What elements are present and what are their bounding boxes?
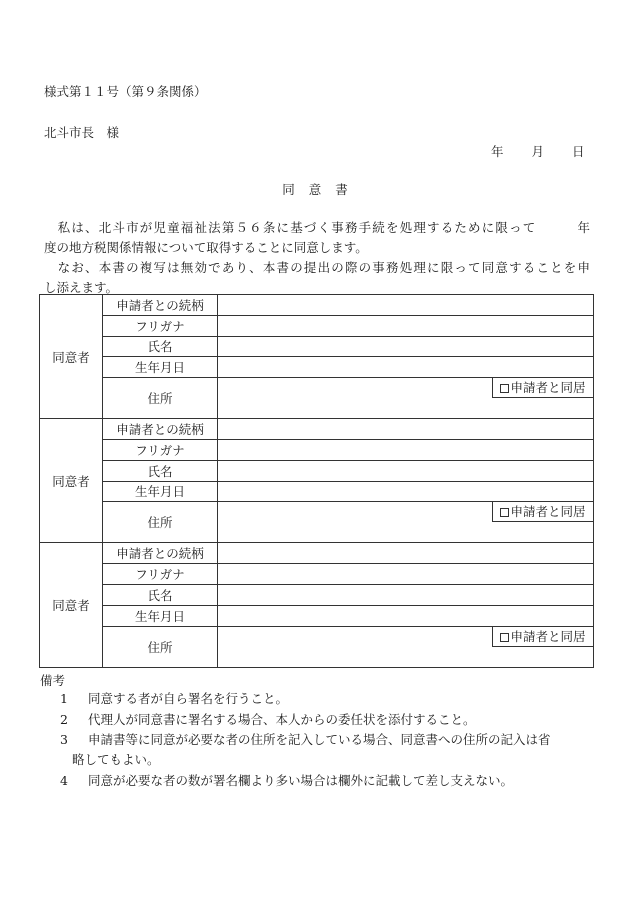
address-label: 住所 (103, 626, 218, 667)
kana-field[interactable] (218, 564, 594, 585)
relation-field[interactable] (218, 543, 594, 564)
table-row (40, 626, 594, 667)
table-row (40, 336, 594, 357)
consent-table (39, 294, 594, 668)
date-line (491, 142, 585, 160)
note-item (60, 730, 551, 750)
table-row (40, 564, 594, 585)
date-year-label: 年 (491, 144, 504, 159)
note-text: 申請書等に同意が必要な者の住所を記入している場合、同意書への住所の記入は省 (88, 732, 551, 747)
kana-field[interactable] (218, 439, 594, 460)
address-label: 住所 (103, 502, 218, 543)
checkbox-icon[interactable] (500, 508, 509, 517)
name-field[interactable] (218, 584, 594, 605)
cohabit-label: 申請者と同居 (510, 380, 586, 396)
date-month-label: 月 (531, 144, 545, 159)
checkbox-icon[interactable] (500, 633, 509, 642)
dob-label: 生年月日 (103, 605, 218, 626)
relation-field[interactable] (218, 419, 594, 440)
note-text: 代理人が同意書に署名する場合、本人からの委任状を添付すること。 (88, 712, 476, 727)
relation-label: 申請者との続柄 (103, 295, 218, 316)
table-row (40, 439, 594, 460)
dob-label: 生年月日 (103, 357, 218, 378)
note-number: 2 (60, 712, 68, 727)
address-field[interactable] (218, 378, 594, 419)
copy-notice-paragraph (44, 258, 590, 298)
cohabit-checkbox-option[interactable] (492, 627, 593, 647)
document-title: 同意書 (282, 182, 362, 197)
name-field[interactable] (218, 336, 594, 357)
dob-label: 生年月日 (103, 481, 218, 502)
name-label: 氏名 (103, 584, 218, 605)
relation-label: 申請者との続柄 (103, 419, 218, 440)
cohabit-label: 申請者と同居 (510, 628, 586, 644)
table-row (40, 502, 594, 543)
kana-label: フリガナ (103, 439, 218, 460)
addressee: 北斗市長 様 (44, 125, 120, 140)
dob-field[interactable] (218, 481, 594, 502)
name-label: 氏名 (103, 460, 218, 481)
note-number: 4 (60, 773, 68, 788)
copy-notice-line-1: なお、本書の複写は無効であり、本書の提出の際の事務処理に限って同意することを申 (44, 260, 590, 275)
table-row (40, 295, 594, 316)
consenter-group-label: 同意者 (40, 543, 103, 667)
consent-paragraph-line-1: 私は、北斗市が児童福祉法第５６条に基づく事務手続を処理するために限って 年 (44, 220, 590, 235)
table-row (40, 543, 594, 564)
consent-paragraph-line-2: 度の地方税関係情報について取得することに同意します。 (44, 240, 368, 255)
address-field[interactable] (218, 502, 594, 543)
kana-label: フリガナ (103, 315, 218, 336)
kana-field[interactable] (218, 315, 594, 336)
cohabit-checkbox-option[interactable] (492, 378, 593, 398)
table-row (40, 481, 594, 502)
checkbox-icon[interactable] (500, 384, 509, 393)
name-label: 氏名 (103, 336, 218, 357)
note-number: 1 (60, 691, 68, 706)
dob-field[interactable] (218, 357, 594, 378)
table-row (40, 419, 594, 440)
form-number: 様式第１１号（第９条関係） (44, 84, 207, 99)
name-field[interactable] (218, 460, 594, 481)
cohabit-label: 申請者と同居 (510, 504, 586, 520)
note-item (60, 771, 513, 791)
relation-field[interactable] (218, 295, 594, 316)
notes-heading: 備考 (40, 673, 66, 688)
table-row (40, 584, 594, 605)
note-item (60, 710, 476, 730)
cohabit-checkbox-option[interactable] (492, 502, 593, 522)
kana-label: フリガナ (103, 564, 218, 585)
note-number: 3 (60, 732, 68, 747)
consent-paragraph (44, 218, 590, 258)
note-item (60, 689, 288, 709)
table-row (40, 378, 594, 419)
date-day-label: 日 (572, 144, 585, 159)
table-row (40, 460, 594, 481)
copy-notice-line-2: し添えます。 (44, 280, 119, 295)
table-row (40, 357, 594, 378)
note-text: 同意が必要な者の数が署名欄より多い場合は欄外に記載して差し支えない。 (88, 773, 514, 788)
table-row (40, 315, 594, 336)
consenter-group-label: 同意者 (40, 419, 103, 543)
address-label: 住所 (103, 378, 218, 419)
address-field[interactable] (218, 626, 594, 667)
note-item-continuation: 略してもよい。 (72, 752, 160, 767)
dob-field[interactable] (218, 605, 594, 626)
note-text: 同意する者が自ら署名を行うこと。 (88, 691, 289, 706)
relation-label: 申請者との続柄 (103, 543, 218, 564)
consenter-group-label: 同意者 (40, 295, 103, 419)
table-row (40, 605, 594, 626)
